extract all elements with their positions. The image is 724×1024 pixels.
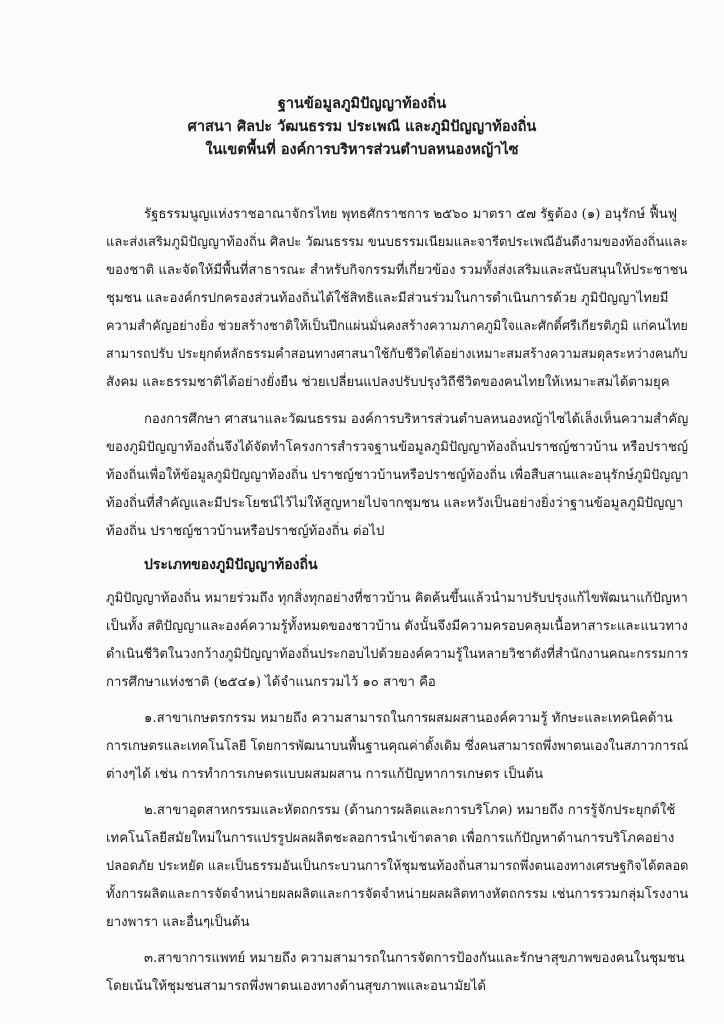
para3-line-1: ภูมิปัญญาท้องถิ่น หมายร่วมถึง ทุกสิ่งทุกอย่างที่ชาวบ้าน คิดค้นขึ้นแล้วนำมาปรับปรุงแก้ไขพัฒนาแก้ปัญหา — [106, 591, 688, 606]
para2-line-2: ของภูมิปัญญาท้องถิ่นจึงได้จัดทำโครงการสำรวจฐานข้อมูลภูมิปัญญาท้องถิ่นปราชญ์ชาวบ้าน หรือปราชญ์ — [106, 440, 689, 455]
item1-line-2: การเกษตรและเทคโนโลยี โดยการพัฒนาบนพื้นฐานคุณค่าดั้งเดิม ซึ่งคนสามารถพึ่งพาตนเองในสภาวการณ์ — [106, 739, 689, 754]
para1-line-4: ชุมชน และองค์กรปกครองส่วนท้องถิ่นได้ใช้สิทธิและมีส่วนร่วมในการดำเนินการด้วย ภูมิปัญญาไทยมี — [106, 291, 669, 306]
item2-line-4: ทั้งการผลิตและการจัดจำหน่ายผลผลิตและการจัดจำหน่ายผลผลิตทางหัตถกรรม เช่นการรวมกลุ่มโรงงาน — [106, 887, 689, 902]
item3-line-1: ๓.สาขาการแพทย์ หมายถึง ความสามารถในการจัดการป้องกันและรักษาสุขภาพของคนในชุมชน — [144, 951, 685, 966]
item3-line-2: โดยเน้นให้ชุมชนสามารถพึ่งพาตนเองทางด้านสุขภาพและอนามัยได้ — [106, 979, 486, 994]
para2-line-1: กองการศึกษา ศาสนาและวัฒนธรรม องค์การบริหารส่วนตำบลหนองหญ้าไซได้เล็งเห็นความสำคัญ — [144, 412, 689, 427]
para1-line-1: รัฐธรรมนูญแห่งราชอาณาจักรไทย พุทธศักราชการ ๒๕๖๐ มาตรา ๕๗ รัฐต้อง (๑) อนุรักษ์ ฟื้นฟู — [144, 207, 678, 222]
section-heading: ประเภทของภูมิปัญญาท้องถิ่น — [144, 557, 318, 573]
item2-line-3: ปลอดภัย ประหยัด และเป็นธรรมอันเป็นกระบวนการให้ชุมชนท้องถิ่นสามารถพึ่งตนเองทางเศรษฐกิจได้ตลอด — [106, 859, 689, 874]
para1-line-2: และส่งเสริมภูมิปัญญาท้องถิ่น ศิลปะ วัฒนธรรม ขนบธรรมเนียมและจารีตประเพณีอันดีงามของท้องถิ่นและ — [106, 235, 688, 250]
title-line-1: ฐานข้อมูลภูมิปัญญาท้องถิ่น — [277, 95, 447, 112]
item2-line-5: ยางพารา และอื่นๆเป็นต้น — [106, 915, 250, 930]
para3-line-2: เป็นทั้ง สติปัญญาและองค์ความรู้ทั้งหมดของชาวบ้าน ดังนั้นจึงมีความครอบคลุมเนื้อหาสาระและแนวทาง — [106, 619, 688, 634]
item1-line-3: ต่างๆได้ เช่น การทำการเกษตรแบบผสมผสาน การแก้ปัญหาการเกษตร เป็นต้น — [106, 767, 544, 782]
para2-line-5: ท้องถิ่น ปราชญ์ชาวบ้านหรือปราชญ์ท้องถิ่น ต่อไป — [106, 524, 385, 539]
document-title — [60, 92, 664, 161]
para1-line-6: สามารถปรับ ประยุกต์หลักธรรมคำสอนทางศาสนาใช้กับชีวิตได้อย่างเหมาะสมสร้างความสมดุลระหว่างคนกับ — [106, 347, 688, 362]
title-line-2: ศาสนา ศิลปะ วัฒนธรรม ประเพณี และภูมิปัญญาท้องถิ่น — [187, 118, 537, 135]
item2-line-2: เทคโนโลยีสมัยใหม่ในการแปรรูปผลผลิตชะลอการนำเข้าตลาด เพื่อการแก้ปัญหาด้านการบริโภคอย่าง — [106, 831, 675, 846]
para3-line-4: การศึกษาแห่งชาติ (๒๕๔๑) ได้จำแนกรวมไว้ ๑๐ สาขา คือ — [106, 675, 436, 690]
para2-line-3: ท้องถิ่นเพื่อให้ข้อมูลภูมิปัญญาท้องถิ่น ปราชญ์ชาวบ้านหรือปราชญ์ท้องถิ่น เพื่อสืบสานและอนุรักษ์ภูมิปัญญา — [106, 468, 689, 483]
para1-line-3: ของชาติ และจัดให้มีพื้นที่สาธารณะ สำหรับกิจกรรมที่เกี่ยวข้อง รวมทั้งส่งเสริมและสนับสนุนให้ประชาชน — [106, 263, 688, 278]
item1-line-1: ๑.สาขาเกษตรกรรม หมายถึง ความสามารถในการผสมผสานองค์ความรู้ ทักษะและเทคนิคด้าน — [144, 711, 673, 726]
item2-line-1: ๒.สาขาอุตสาหกรรมและหัตถกรรม (ด้านการผลิตและการบริโภค) หมายถึง การรู้จักประยุกต์ใช้ — [144, 803, 676, 818]
title-line-3: ในเขตพื้นที่ องค์การบริหารส่วนตำบลหนองหญ้าไซ — [205, 141, 519, 158]
para1-line-7: สังคม และธรรมชาติได้อย่างยั่งยืน ช่วยเปลี่ยนแปลงปรับปรุงวิถีชีวิตของคนไทยให้เหมาะสมได้ตามยุค — [106, 375, 670, 390]
para2-line-4: ท้องถิ่นที่สำคัญและมีประโยชน์ไว้ไม่ให้สูญหายไปจากชุมชน และหวังเป็นอย่างยิ่งว่าฐานข้อมูลภูมิปัญญา — [106, 496, 684, 511]
para3-line-3: ดำเนินชีวิตในวงกว้างภูมิปัญญาท้องถิ่นประกอบไปด้วยองค์ความรู้ในหลายวิชาดังที่สำนักงานคณะกรรมการ — [106, 647, 689, 662]
para1-line-5: ความสำคัญอย่างยิ่ง ช่วยสร้างชาติให้เป็นปึกแผ่นมั่นคงสร้างความภาคภูมิใจและศักดิ์ศรีเกียรติภูมิ แก่คนไทย — [106, 319, 688, 334]
